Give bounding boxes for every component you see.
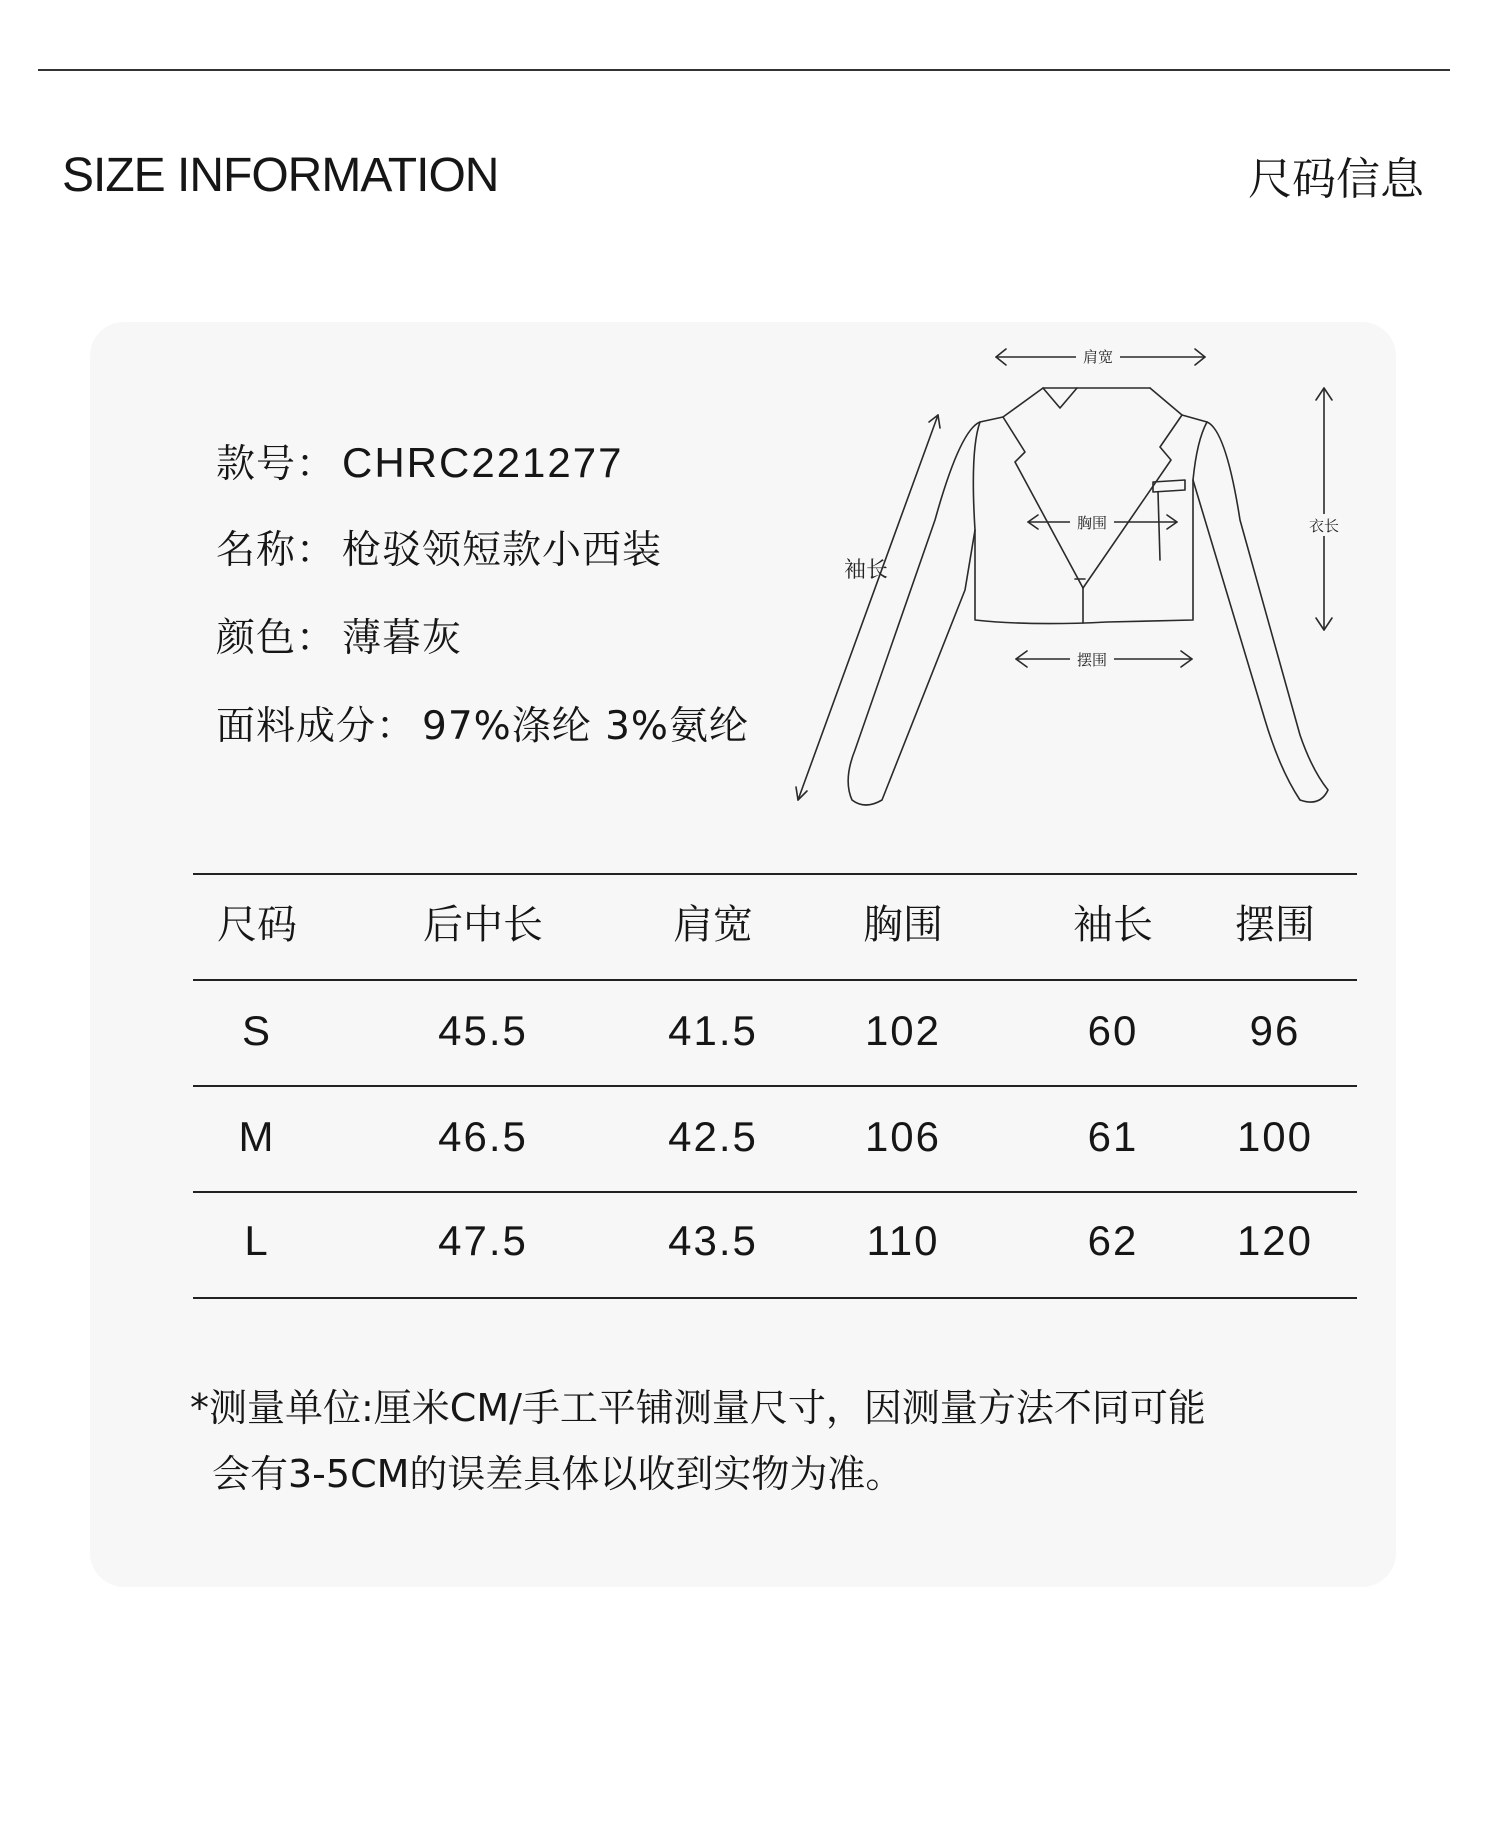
cell-chest: 102 — [864, 1007, 942, 1054]
cell-shoulder: 41.5 — [668, 1007, 758, 1054]
cell-sleeve: 61 — [1087, 1113, 1139, 1160]
style-number-row — [216, 438, 749, 526]
fabric-row — [216, 702, 749, 790]
table-row — [193, 1191, 1357, 1291]
note-line-2: 会有3-5CM的误差具体以收到实物为准。 — [212, 1452, 904, 1496]
back-collar — [1043, 388, 1077, 408]
color-value: 薄暮灰 — [342, 616, 463, 661]
cell-back-length: 46.5 — [438, 1113, 528, 1160]
product-name-value: 枪驳领短款小西装 — [342, 528, 663, 573]
cell-sleeve: 62 — [1087, 1217, 1139, 1264]
header-size: 尺码 — [217, 902, 297, 948]
cell-size: S — [241, 1007, 272, 1054]
header-back-length: 后中长 — [423, 902, 543, 948]
label-length: 衣长 — [1308, 517, 1340, 535]
color-row — [216, 614, 749, 702]
label-shoulder: 肩宽 — [1082, 348, 1114, 366]
label-hem: 摆围 — [1076, 651, 1108, 669]
cell-shoulder: 42.5 — [668, 1113, 758, 1160]
header-chest: 胸围 — [863, 902, 943, 948]
product-info — [216, 438, 749, 790]
fabric-value: 97%涤纶 3%氨纶 — [422, 704, 749, 749]
note-line-1: *测量单位:厘米CM/手工平铺测量尺寸，因测量方法不同可能 — [190, 1386, 1206, 1430]
measurement-note — [190, 1375, 1390, 1507]
top-divider — [38, 69, 1450, 71]
table-row — [193, 981, 1357, 1081]
label-chest: 胸围 — [1076, 514, 1108, 532]
left-lapel — [1003, 388, 1083, 588]
table-row — [193, 1087, 1357, 1187]
jacket-diagram — [760, 330, 1380, 860]
cell-shoulder: 43.5 — [668, 1217, 758, 1264]
cell-hem: 96 — [1249, 1007, 1301, 1054]
product-name-row — [216, 526, 749, 614]
fabric-label: 面料成分： — [216, 704, 417, 749]
title-en: SIZE INFORMATION — [62, 149, 499, 202]
cell-chest: 110 — [866, 1217, 940, 1264]
style-number-value: CHRC221277 — [342, 439, 624, 486]
cell-chest: 106 — [864, 1113, 942, 1160]
style-number-label: 款号： — [216, 442, 337, 487]
header-shoulder: 肩宽 — [673, 902, 753, 948]
cell-hem: 100 — [1236, 1113, 1314, 1160]
table-rule-bottom — [193, 1297, 1357, 1299]
color-label: 颜色： — [216, 616, 337, 661]
cell-size: L — [244, 1217, 270, 1264]
chest-pocket — [1153, 480, 1185, 492]
product-name-label: 名称： — [216, 528, 337, 573]
cell-back-length: 45.5 — [438, 1007, 528, 1054]
cell-hem: 120 — [1236, 1217, 1314, 1264]
table-header-row — [193, 875, 1357, 975]
right-sleeve — [1193, 422, 1328, 802]
right-lapel — [1083, 388, 1182, 588]
header-hem: 摆围 — [1235, 902, 1315, 948]
sleeve-arrow — [798, 415, 938, 800]
cell-size: M — [238, 1113, 276, 1160]
cell-back-length: 47.5 — [438, 1217, 528, 1264]
cell-sleeve: 60 — [1087, 1007, 1139, 1054]
label-sleeve: 袖长 — [843, 558, 889, 583]
header-sleeve: 袖长 — [1073, 902, 1153, 948]
title-cn: 尺码信息 — [1248, 154, 1424, 205]
jacket-illustration — [760, 330, 1380, 860]
